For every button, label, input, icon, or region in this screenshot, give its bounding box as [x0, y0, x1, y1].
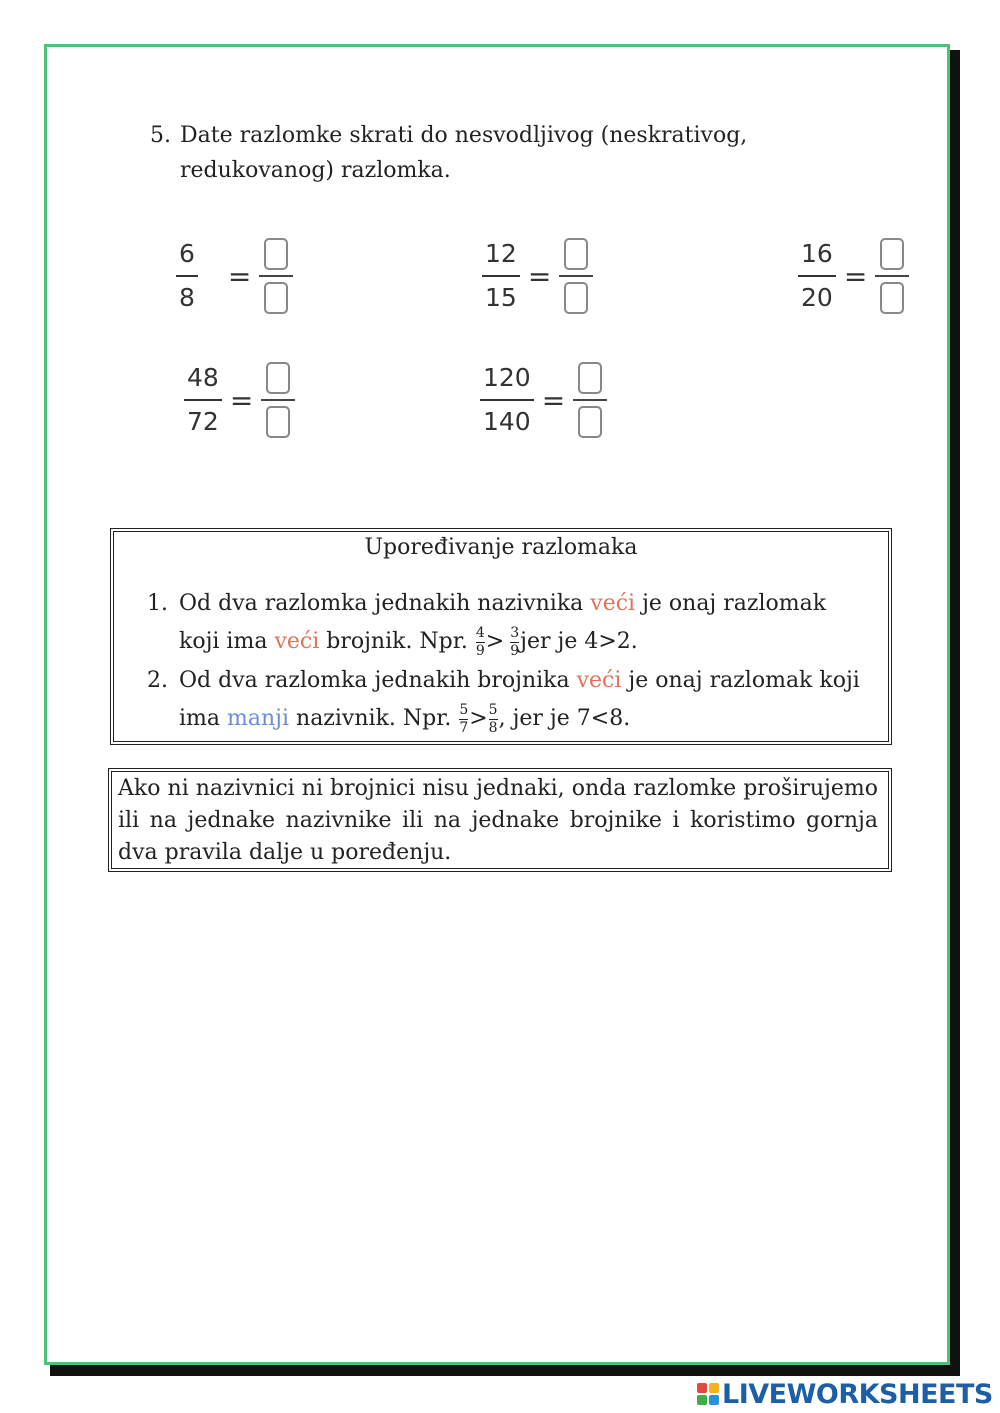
rules-box	[110, 528, 892, 745]
logo-square	[697, 1395, 707, 1405]
numerator-input[interactable]	[880, 238, 904, 270]
fraction-bar	[482, 275, 520, 277]
task-number: 5.	[150, 123, 171, 148]
answer-bar	[875, 275, 909, 277]
numerator-input[interactable]	[578, 362, 602, 394]
answer-fraction	[261, 362, 295, 438]
example-fraction	[459, 703, 468, 736]
answer-bar	[261, 399, 295, 401]
task-line-2: redukovanog) razlomka.	[180, 158, 451, 183]
rule-line	[179, 623, 891, 661]
task-instruction	[180, 118, 820, 188]
numerator-input[interactable]	[264, 238, 288, 270]
rule-line	[179, 585, 891, 623]
rule-text-part: je onaj razlomak	[635, 591, 827, 616]
note-text: Ako ni nazivnici ni brojnici nisu jednaki, onda razlomke proširujemo ili na jednake nazivnike ili na jednake brojnike i koristimo gornja dva pravila dalje u poređenju.	[118, 776, 878, 865]
answer-bar	[573, 399, 607, 401]
task-line-1: Date razlomke skrati do nesvodljivog (neskrativog,	[180, 123, 748, 148]
logo-square	[697, 1383, 707, 1393]
answer-fraction	[573, 362, 607, 438]
fraction-exercise-4	[184, 362, 295, 438]
note-box	[108, 768, 892, 872]
liveworksheets-logo	[697, 1378, 993, 1410]
comparison-sign: >	[485, 629, 505, 654]
logo-square	[709, 1395, 719, 1405]
denominator: 7	[459, 719, 469, 736]
fraction	[176, 238, 198, 314]
rule-text-part: Od dva razlomka jednakih nazivnika	[179, 591, 591, 616]
fraction	[798, 238, 836, 314]
rule-text	[179, 585, 891, 661]
equals-sign: =	[541, 383, 566, 417]
denominator: 9	[475, 642, 485, 659]
answer-bar	[259, 275, 293, 277]
fraction	[482, 238, 520, 314]
numerator: 48	[187, 363, 219, 392]
numerator: 12	[485, 239, 517, 268]
rule-text-part: jer je 4>2.	[520, 629, 638, 654]
fraction-exercise-5	[480, 362, 607, 438]
denominator: 8	[488, 719, 498, 736]
denominator-input[interactable]	[264, 282, 288, 314]
fraction-exercise-3	[798, 238, 909, 314]
rule-text-part: nazivnik. Npr.	[289, 706, 459, 731]
highlight-smaller: manji	[227, 706, 290, 731]
rule-text	[179, 662, 891, 738]
fraction-bar	[798, 275, 836, 277]
highlight-larger: veći	[274, 629, 320, 654]
rule-number: 1.	[147, 591, 168, 616]
fraction-bar	[176, 275, 198, 277]
rule-line	[179, 662, 891, 700]
comparison-sign: >	[469, 706, 488, 731]
example-fraction	[510, 626, 519, 659]
answer-fraction	[559, 238, 593, 314]
denominator-input[interactable]	[880, 282, 904, 314]
numerator: 6	[179, 239, 195, 268]
brand-name: LIVEWORKSHEETS	[722, 1378, 993, 1410]
equals-sign: =	[229, 383, 254, 417]
equals-sign: =	[227, 259, 252, 293]
denominator: 20	[801, 283, 833, 312]
rule-text-part: , jer je 7<8.	[498, 706, 631, 731]
example-fraction	[476, 626, 485, 659]
logo-square	[709, 1383, 719, 1393]
highlight-larger: veći	[576, 668, 622, 693]
denominator: 72	[187, 407, 219, 436]
fraction	[480, 362, 534, 438]
example-fraction	[489, 703, 498, 736]
fraction	[184, 362, 222, 438]
fraction-exercise-2	[482, 238, 593, 314]
fraction-bar	[480, 399, 534, 401]
liveworksheets-mark-icon	[697, 1383, 719, 1405]
equals-sign: =	[527, 259, 552, 293]
answer-fraction	[259, 238, 293, 314]
denominator: 8	[179, 283, 195, 312]
rule-text-part: Od dva razlomka jednakih brojnika	[179, 668, 577, 693]
highlight-larger: veći	[590, 591, 636, 616]
rule-text-part: je onaj razlomak koji	[621, 668, 860, 693]
numerator: 5	[488, 701, 498, 718]
fraction-bar	[184, 399, 222, 401]
equals-sign: =	[843, 259, 868, 293]
denominator: 140	[483, 407, 531, 436]
rule-number: 2.	[147, 668, 168, 693]
denominator: 9	[510, 642, 520, 659]
rules-title: Upoređivanje razlomaka	[364, 535, 638, 560]
numerator: 3	[510, 624, 520, 641]
rule-text-part: koji ima	[179, 629, 275, 654]
denominator-input[interactable]	[564, 282, 588, 314]
numerator-input[interactable]	[266, 362, 290, 394]
rule-text-part: ima	[179, 706, 228, 731]
denominator: 15	[485, 283, 517, 312]
numerator: 120	[483, 363, 531, 392]
denominator-input[interactable]	[578, 406, 602, 438]
rule-text-part: brojnik. Npr.	[319, 629, 475, 654]
answer-bar	[559, 275, 593, 277]
numerator: 16	[801, 239, 833, 268]
answer-fraction	[875, 238, 909, 314]
numerator: 4	[475, 624, 485, 641]
numerator-input[interactable]	[564, 238, 588, 270]
rule-line	[179, 700, 891, 738]
fraction-exercise-1	[176, 238, 293, 314]
numerator: 5	[459, 701, 469, 718]
denominator-input[interactable]	[266, 406, 290, 438]
